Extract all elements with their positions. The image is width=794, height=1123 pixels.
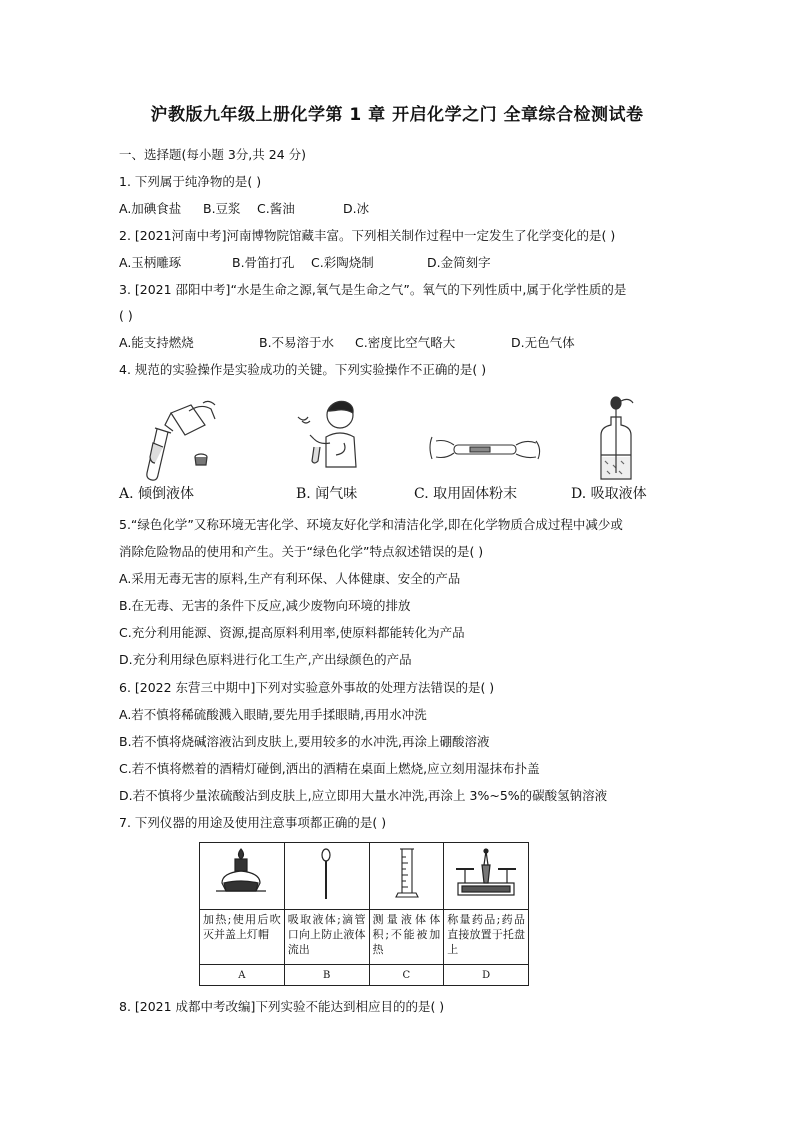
question-8-stem: 8. [2021 成都中考改编]下列实验不能达到相应目的的是( ) <box>119 999 445 1014</box>
q5-option-a[interactable]: A.采用无毒无害的原料,生产有利环保、人体健康、安全的产品 <box>119 571 461 586</box>
smelling-figure <box>284 395 424 483</box>
graduated-cylinder-icon <box>370 843 443 905</box>
q1-option-a[interactable]: A.加碘食盐 <box>119 201 182 216</box>
cell-d-image <box>444 843 529 910</box>
q6-option-c[interactable]: C.若不慎将燃着的酒精灯碰倒,洒出的酒精在桌面上燃烧,应立刻用湿抹布扑盖 <box>119 761 540 776</box>
question-3-stem-line1: 3. [2021 邵阳中考]“水是生命之源,氧气是生命之气”。氧气的下列性质中,属于化学性质的是 <box>119 282 627 297</box>
page-title: 沪教版九年级上册化学第 1 章 开启化学之门 全章综合检测试卷 <box>150 105 644 125</box>
q3-option-d[interactable]: D.无色气体 <box>511 335 575 350</box>
question-3-stem-line2: ( ) <box>119 308 133 323</box>
figure-b[interactable] <box>284 395 424 510</box>
question-5-stem-line2: 消除危险物品的使用和产生。关于“绿色化学”特点叙述错误的是( ) <box>119 544 484 559</box>
question-4-figures <box>119 395 679 510</box>
powder-in-tube-figure <box>414 395 554 483</box>
figure-c[interactable] <box>414 395 554 510</box>
figure-d[interactable] <box>571 395 717 510</box>
figure-a-caption: A. 倾倒液体 <box>119 486 195 502</box>
q6-option-b[interactable]: B.若不慎将烧碱溶液沾到皮肤上,要用较多的水冲洗,再涂上硼酸溶液 <box>119 734 490 749</box>
q5-option-d[interactable]: D.充分利用绿色原料进行化工生产,产出绿颜色的产品 <box>119 652 412 667</box>
dropper-bottle-figure <box>577 395 687 483</box>
cell-c-text: 测量液体体积;不能被加热 <box>369 910 444 965</box>
q1-option-d[interactable]: D.冰 <box>343 201 370 216</box>
section-heading: 一、选择题(每小题 3分,共 24 分) <box>119 147 307 162</box>
figure-a[interactable] <box>119 395 259 510</box>
question-4-stem: 4. 规范的实验操作是实验成功的关键。下列实验操作不正确的是( ) <box>119 362 487 377</box>
q2-option-a[interactable]: A.玉柄雕琢 <box>119 255 182 270</box>
q3-option-c[interactable]: C.密度比空气略大 <box>355 335 456 350</box>
cell-c-image <box>369 843 444 910</box>
figure-b-caption: B. 闻气味 <box>296 486 358 502</box>
cell-c-label[interactable]: C <box>369 965 444 986</box>
q1-option-c[interactable]: C.酱油 <box>257 201 295 216</box>
question-6-stem: 6. [2022 东营三中期中]下列对实验意外事故的处理方法错误的是( ) <box>119 680 495 695</box>
q5-option-b[interactable]: B.在无毒、无害的条件下反应,减少废物向环境的排放 <box>119 598 411 613</box>
cell-d-label[interactable]: D <box>444 965 529 986</box>
figure-d-caption: D. 吸取液体 <box>571 486 647 502</box>
cell-b-text: 吸取液体;滴管口向上防止液体流出 <box>284 910 369 965</box>
pouring-liquid-figure <box>119 395 259 483</box>
dropper-icon <box>285 843 368 905</box>
balance-icon <box>444 843 527 905</box>
q2-option-b[interactable]: B.骨笛打孔 <box>232 255 295 270</box>
q5-option-c[interactable]: C.充分利用能源、资源,提高原料利用率,使原料都能转化为产品 <box>119 625 465 640</box>
q1-option-b[interactable]: B.豆浆 <box>203 201 241 216</box>
cell-a-image <box>200 843 285 910</box>
cell-b-label[interactable]: B <box>284 965 369 986</box>
question-7-stem: 7. 下列仪器的用途及使用注意事项都正确的是( ) <box>119 815 387 830</box>
cell-d-text: 称量药品;药品直接放置于托盘上 <box>444 910 529 965</box>
q2-option-d[interactable]: D.金简刻字 <box>427 255 491 270</box>
figure-c-caption: C. 取用固体粉末 <box>414 486 518 502</box>
q6-option-d[interactable]: D.若不慎将少量浓硫酸沾到皮肤上,应立即用大量水冲洗,再涂上 3%~5%的碳酸氢钠溶液 <box>119 788 608 803</box>
alcohol-lamp-icon <box>200 843 283 905</box>
q3-option-a[interactable]: A.能支持燃烧 <box>119 335 194 350</box>
question-2-stem: 2. [2021河南中考]河南博物院馆藏丰富。下列相关制作过程中一定发生了化学变化的是( ) <box>119 228 616 243</box>
q3-option-b[interactable]: B.不易溶于水 <box>259 335 335 350</box>
question-5-stem-line1: 5.“绿色化学”又称环境无害化学、环境友好化学和清洁化学,即在化学物质合成过程中减少或 <box>119 517 623 532</box>
q6-option-a[interactable]: A.若不慎将稀硫酸溅入眼睛,要先用手揉眼睛,再用水冲洗 <box>119 707 427 722</box>
cell-a-text: 加热;使用后吹灭并盖上灯帽 <box>200 910 285 965</box>
cell-b-image <box>284 843 369 910</box>
question-1-stem: 1. 下列属于纯净物的是( ) <box>119 174 262 189</box>
instrument-table <box>199 842 529 986</box>
cell-a-label[interactable]: A <box>200 965 285 986</box>
q2-option-c[interactable]: C.彩陶烧制 <box>311 255 374 270</box>
